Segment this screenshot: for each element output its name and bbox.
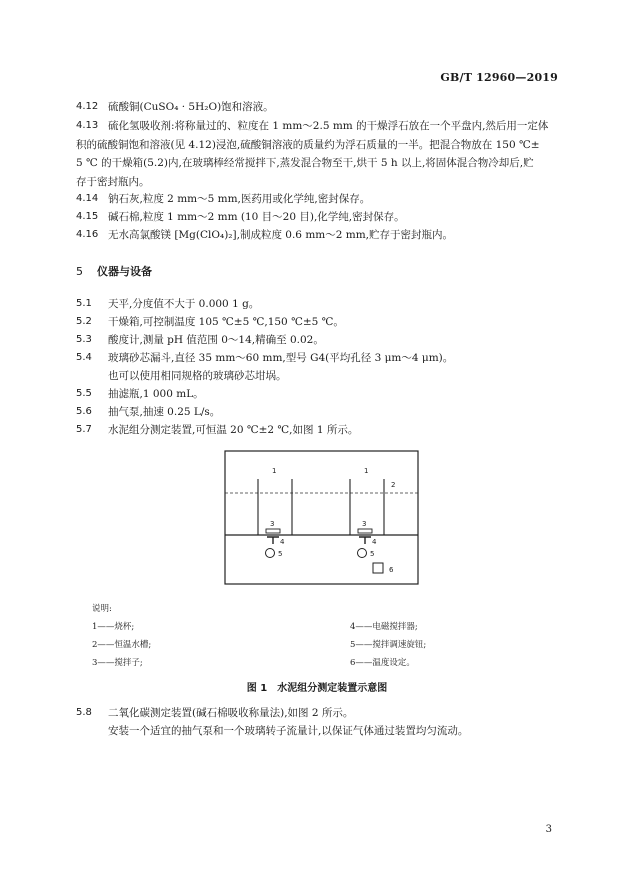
temperature-setting-box bbox=[373, 563, 383, 573]
item-4-13 bbox=[76, 117, 566, 193]
item-number: 5.3 bbox=[76, 334, 92, 345]
item-5-8-continuation: 安装一个适宜的抽气泵和一个玻璃转子流量计,以保证气体通过装置均匀流动。 bbox=[108, 725, 469, 737]
item-text: 硫酸铜(CuSO₄ · 5H₂O)饱和溶液。 bbox=[108, 101, 274, 113]
item-number: 5.5 bbox=[76, 388, 92, 399]
item-text: 碱石棉,粒度 1 mm～2 mm (10 目～20 目),化学纯,密封保存。 bbox=[108, 211, 405, 223]
item-text-line: 5 ℃ 的干燥箱(5.2)内,在玻璃棒经常搅拌下,蒸发混合物至干,烘干 5 h 以上,将固体混合物冷却后,贮 bbox=[76, 157, 534, 169]
item-text-line: 存于密封瓶内。 bbox=[76, 175, 150, 188]
section-title: 仪器与设备 bbox=[97, 265, 152, 278]
item-4-14 bbox=[76, 190, 566, 209]
page-number: 3 bbox=[545, 824, 552, 835]
item-text: 二氧化碳测定装置(碱石棉吸收称量法),如图 2 所示。 bbox=[108, 707, 354, 719]
magnetic-stirrer-right bbox=[359, 537, 371, 544]
item-4-16 bbox=[76, 226, 566, 245]
item-text-line: 积的硫酸铜饱和溶液(见 4.12)浸泡,硫酸铜溶液的质量约为浮石质量的一半。把混合物放在 150 ℃± bbox=[76, 138, 540, 151]
item-5-7 bbox=[76, 421, 566, 440]
legend-item: 3——搅拌子; bbox=[92, 658, 143, 668]
item-text: 抽滤瓶,1 000 mL。 bbox=[108, 388, 204, 400]
legend-item: 5——搅拌调速旋钮; bbox=[350, 640, 427, 650]
item-text: 玻璃砂芯漏斗,直径 35 mm～60 mm,型号 G4(平均孔径 3 μm～4 μm)。 bbox=[108, 352, 454, 364]
label-beaker-right: 1 bbox=[364, 467, 369, 475]
legend-item: 4——电磁搅拌器; bbox=[350, 622, 418, 632]
item-5-6 bbox=[76, 403, 566, 422]
item-number: 5.8 bbox=[76, 707, 92, 718]
item-text: 水泥组分测定装置,可恒温 20 ℃±2 ℃,如图 1 所示。 bbox=[108, 424, 359, 436]
item-text: 抽气泵,抽速 0.25 L/s。 bbox=[108, 406, 221, 418]
apparatus-figure bbox=[224, 450, 420, 586]
item-number: 4.12 bbox=[76, 101, 99, 112]
item-text: 酸度计,测量 pH 值范围 0～14,精确至 0.02。 bbox=[108, 334, 324, 346]
legend-item: 1——烧杯; bbox=[92, 622, 135, 632]
label-speed-knob-right: 5 bbox=[370, 550, 375, 558]
item-number: 4.16 bbox=[76, 229, 99, 240]
item-text-line: 硫化氢吸收剂:将称量过的、粒度在 1 mm～2.5 mm 的干燥浮石放在一个平盘内,然后用一定体 bbox=[108, 120, 549, 132]
label-stirrer-right: 3 bbox=[362, 520, 367, 528]
section-number: 5 bbox=[76, 265, 83, 278]
beaker-right bbox=[350, 479, 384, 535]
section-heading bbox=[76, 263, 152, 279]
item-5-5 bbox=[76, 385, 566, 404]
magnetic-stirrer-left bbox=[267, 537, 279, 544]
stir-bar-left bbox=[266, 529, 280, 533]
stir-bar-right bbox=[358, 529, 372, 533]
speed-knob-right bbox=[358, 549, 367, 558]
item-number: 5.2 bbox=[76, 316, 92, 327]
item-number: 5.1 bbox=[76, 298, 92, 309]
figure-caption: 图 1 水泥组分测定装置示意图 bbox=[246, 683, 388, 694]
item-4-12 bbox=[76, 98, 566, 117]
label-beaker-left: 1 bbox=[272, 467, 277, 475]
item-5-4-continuation: 也可以使用相同规格的玻璃砂芯坩埚。 bbox=[108, 370, 287, 382]
water-tank-outline bbox=[225, 451, 418, 584]
label-water-level: 2 bbox=[391, 481, 396, 489]
label-magnetic-stirrer-right: 4 bbox=[372, 538, 377, 546]
item-text: 无水高氯酸镁 [Mg(ClO₄)₂],制成粒度 0.6 mm～2 mm,贮存于密封瓶内。 bbox=[108, 229, 454, 241]
item-5-4 bbox=[76, 349, 566, 368]
item-number: 5.7 bbox=[76, 424, 92, 435]
standard-code: GB/T 12960—2019 bbox=[440, 71, 558, 84]
item-number: 5.4 bbox=[76, 352, 92, 363]
item-number: 4.15 bbox=[76, 211, 99, 222]
item-text: 干燥箱,可控制温度 105 ℃±5 ℃,150 ℃±5 ℃。 bbox=[108, 316, 344, 328]
label-magnetic-stirrer-left: 4 bbox=[280, 538, 285, 546]
item-5-8 bbox=[76, 704, 566, 723]
label-speed-knob-left: 5 bbox=[278, 550, 283, 558]
item-5-3 bbox=[76, 331, 566, 350]
item-number: 4.13 bbox=[76, 120, 99, 131]
legend-title: 说明: bbox=[92, 604, 112, 614]
item-text: 天平,分度值不大于 0.000 1 g。 bbox=[108, 298, 260, 310]
label-stirrer-left: 3 bbox=[270, 520, 275, 528]
label-temperature-setting: 6 bbox=[389, 566, 394, 574]
item-text: 钠石灰,粒度 2 mm～5 mm,医药用或化学纯,密封保存。 bbox=[108, 193, 371, 205]
legend-item: 2——恒温水槽; bbox=[92, 640, 152, 650]
speed-knob-left bbox=[266, 549, 275, 558]
legend-item: 6——温度设定。 bbox=[350, 658, 415, 668]
item-number: 5.6 bbox=[76, 406, 92, 417]
item-4-15 bbox=[76, 208, 566, 227]
beaker-left bbox=[258, 479, 292, 535]
item-number: 4.14 bbox=[76, 193, 99, 204]
item-5-2 bbox=[76, 313, 566, 332]
item-5-1 bbox=[76, 295, 566, 314]
